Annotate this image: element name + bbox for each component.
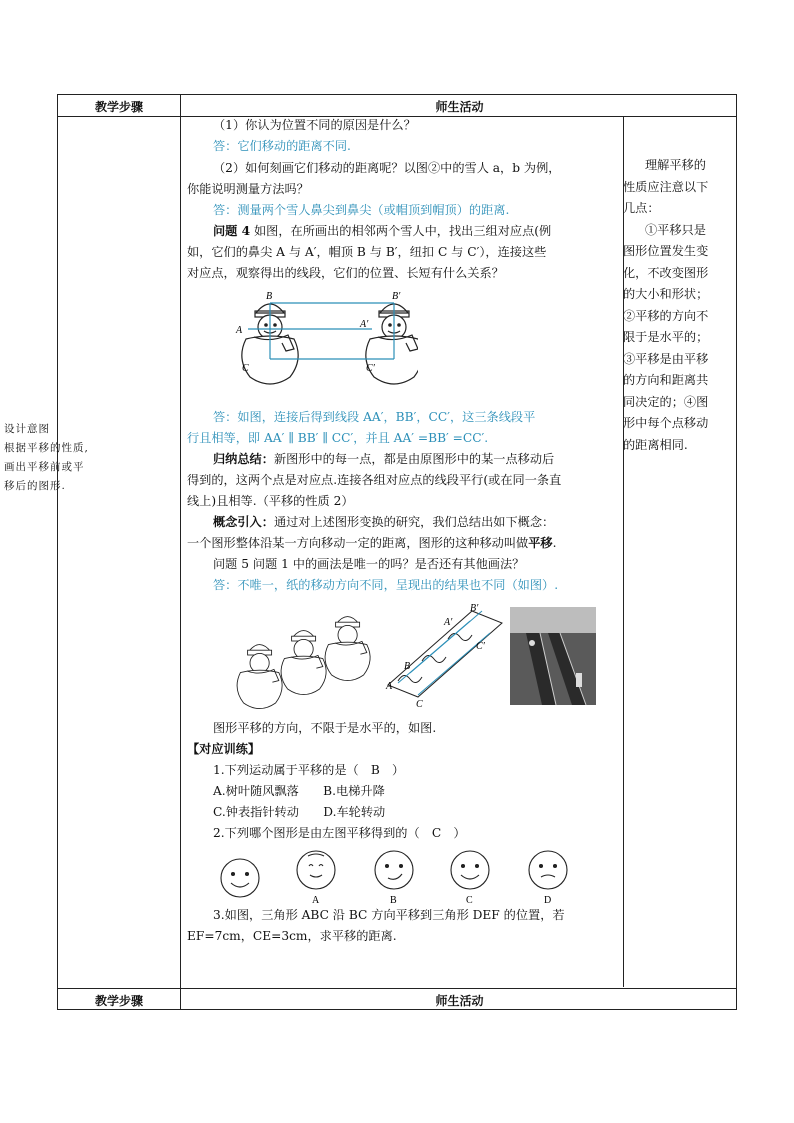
- question-4-cont: 对应点，观察得出的线段，它们的位置、长短有什么关系？: [187, 266, 504, 280]
- slant-label-c: C: [416, 699, 423, 710]
- note-line: 限于是水平的；: [623, 330, 709, 344]
- note-line: ②平移的方向不: [623, 308, 709, 323]
- column-divider-left: [180, 95, 181, 1009]
- direction-note: 图形平移的方向，不限于是水平的，如图.: [213, 721, 437, 735]
- practice-3: 3.如图，三角形 ABC 沿 BC 方向平移到三角形 DEF 的位置，若: [213, 908, 565, 922]
- practice-2: 2.下列哪个图形是由左图平移得到的（ C ）: [213, 826, 466, 840]
- label-a-prime: A′: [360, 319, 369, 330]
- slant-label-a: A: [386, 681, 393, 692]
- note-line: 形中每个点移动: [623, 416, 709, 430]
- practice-1-options-cd: C.钟表指针转动 D.车轮转动: [213, 805, 386, 819]
- translation-examples-figure: [226, 603, 606, 713]
- question-2-cont: 你能说明测量方法吗？: [187, 182, 309, 196]
- answer-5: 答：不唯一，纸的移动方向不同，呈现出的结果也不同（如图）.: [213, 578, 559, 592]
- question-2: （2）如何刻画它们移动的距离呢？以图②中的雪人 a，b 为例，: [213, 161, 561, 175]
- smiley-options-figure: [214, 848, 584, 906]
- design-intent-line: 根据平移的性质,: [4, 442, 89, 454]
- note-line: 的大小和形状；: [623, 287, 709, 301]
- option-label-a: A: [312, 895, 320, 906]
- summary-cont: 线上)且相等.（平移的性质 2）: [187, 494, 354, 508]
- note-line: ①平移只是: [645, 222, 706, 237]
- summary-cont: 得到的，这两个点是对应点.连接各组对应点的线段平行(或在同一条直: [187, 473, 562, 487]
- footer-steps: 教学步骤: [94, 994, 143, 1008]
- option-label-c: C: [466, 895, 473, 906]
- slant-label-b: B: [404, 661, 411, 672]
- note-line: ③平移是由平移: [623, 351, 709, 366]
- smiley-option-c: [451, 851, 489, 889]
- smiley-option-d: [529, 851, 567, 889]
- question-4: 问题 4 如图，在所画出的相邻两个雪人中，找出三组对应点(例: [213, 224, 552, 238]
- label-c: C: [242, 363, 249, 374]
- practice-title: 【对应训练】: [187, 742, 261, 756]
- design-intent-line: 画出平移前或平: [4, 461, 85, 473]
- note-line: 几点：: [623, 201, 660, 215]
- snowman-step-3: [325, 617, 370, 681]
- practice-3-cont: EF=7cm，CE=3cm，求平移的距离.: [187, 929, 397, 943]
- label-b: B: [266, 291, 273, 302]
- note-line: 性质应注意以下: [623, 179, 709, 194]
- note-line: 化，不改变图形: [623, 265, 709, 280]
- smiley-option-b: [375, 851, 413, 889]
- escalator-photo: [510, 607, 596, 705]
- question-5: 问题 5 问题 1 中的画法是唯一的吗？是否还有其他画法？: [213, 557, 525, 571]
- snowman-step-1: [237, 645, 282, 709]
- smiley-original: [221, 859, 259, 897]
- note-line: 同决定的；④图: [623, 394, 709, 409]
- snowman-step-2: [281, 631, 326, 695]
- note-line: 的方向和距离共: [623, 373, 709, 387]
- option-label-d: D: [544, 895, 552, 906]
- footer-activities: 师生活动: [435, 994, 484, 1008]
- label-b-prime: B′: [392, 291, 401, 302]
- label-a: A: [236, 325, 243, 336]
- note-line: 的距离相同.: [623, 437, 688, 452]
- concept: 概念引入：通过对上述图形变换的研究，我们总结出如下概念：: [213, 515, 555, 529]
- option-label-b: B: [390, 895, 397, 906]
- header-activities: 师生活动: [435, 100, 484, 114]
- smiley-option-a: [297, 851, 335, 889]
- label-c-prime: C′: [366, 363, 375, 374]
- concept-definition: 一个图形整体沿某一方向移动一定的距离，图形的这种移动叫做平移.: [187, 536, 557, 550]
- answer-4-cont: 行且相等，即 AA′ ∥ BB′ ∥ CC′，并且 AA′ =BB′ =CC′.: [187, 431, 489, 445]
- note-line: 图形位置发生变: [623, 244, 709, 258]
- practice-1: 1.下列运动属于平移的是（ B ）: [213, 763, 405, 777]
- design-intent-title: 设计意图: [4, 423, 50, 435]
- teaching-notes: [623, 155, 736, 456]
- answer-2: 答：测量两个雪人鼻尖到鼻尖（或帽顶到帽顶）的距离.: [213, 203, 510, 217]
- footer-divider: [58, 988, 736, 989]
- snowmen-translation-figure: [228, 287, 418, 399]
- slant-label-b-prime: B′: [470, 603, 479, 614]
- summary: 归纳总结：新图形中的每一点，都是由原图形中的某一点移动后: [213, 452, 555, 466]
- question-1: （1）你认为位置不同的原因是什么？: [213, 118, 416, 132]
- header-steps: 教学步骤: [94, 100, 143, 114]
- note-line: 理解平移的: [645, 158, 706, 172]
- question-4-cont: 如，它们的鼻尖 A 与 A′，帽顶 B 与 B′，纽扣 C 与 C′），连接这些: [187, 245, 547, 259]
- practice-1-options-ab: A.树叶随风飘落 B.电梯升降: [213, 784, 385, 798]
- design-intent-line: 移后的图形.: [4, 480, 66, 492]
- slant-label-a-prime: A′: [444, 617, 453, 628]
- answer-1: 答：它们移动的距离不同.: [213, 139, 351, 153]
- slant-label-c-prime: C′: [476, 641, 485, 652]
- answer-4: 答：如图，连接后得到线段 AA′，BB′，CC′，这三条线段平: [213, 410, 536, 424]
- design-intent: [4, 420, 89, 496]
